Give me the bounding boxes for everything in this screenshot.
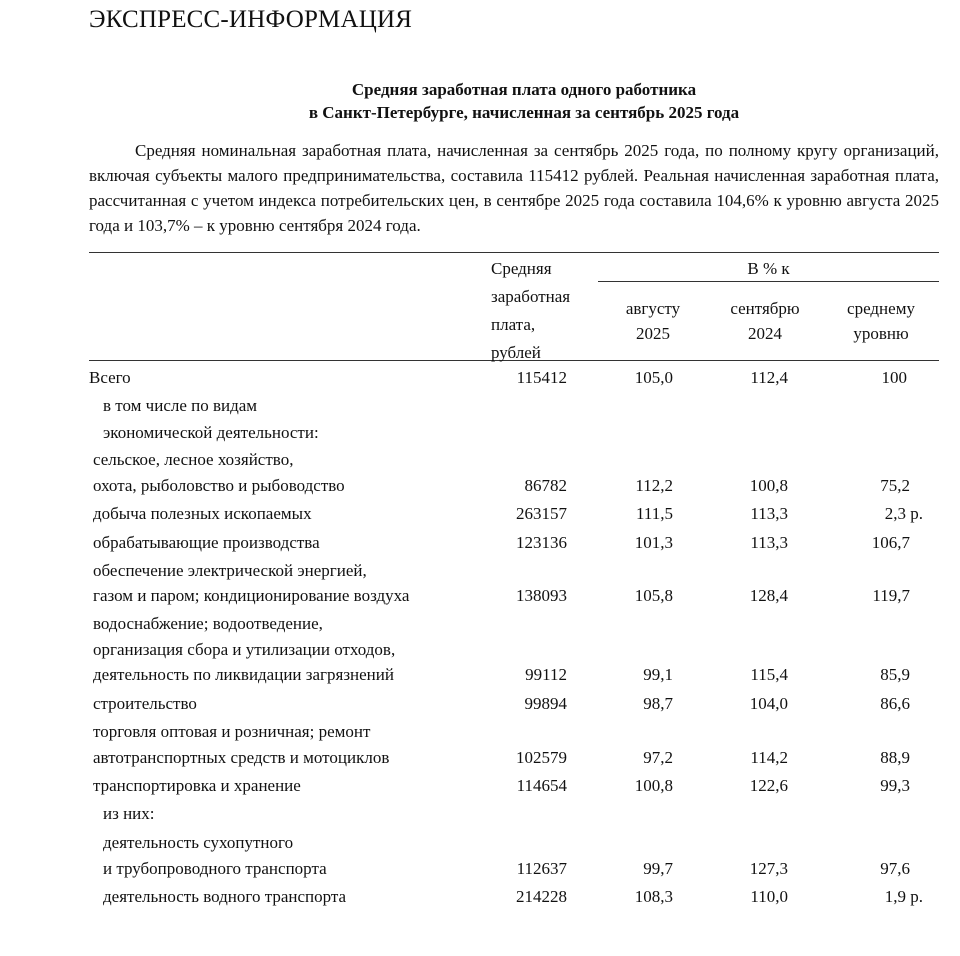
cell-avg: 97,6 xyxy=(880,859,910,878)
col-header-group: В % к xyxy=(747,259,790,278)
table-row-water-label-1 xyxy=(0,614,960,639)
cell-salary: 263157 xyxy=(516,504,567,523)
cell-aug: 98,7 xyxy=(643,694,673,713)
cell-salary: 102579 xyxy=(516,748,567,767)
table-row-subheading-2 xyxy=(0,423,960,448)
cell-aug: 99,7 xyxy=(643,859,673,878)
cell-avg: 100 xyxy=(881,368,907,387)
cell-sep: 122,6 xyxy=(749,776,788,795)
row-label: организация сбора и утилизации отходов, xyxy=(93,640,396,659)
row-label: и трубопроводного транспорта xyxy=(103,859,327,878)
cell-avg: 2,3 р. xyxy=(884,504,923,523)
intro-paragraph: Средняя номинальная заработная плата, начисленная за сентябрь 2025 года, по полному кругу организаций, включая субъекты малого предпринимательства, составила 115412 рублей. Реальная начисленная заработная плата, рассчитанная с учетом индекса потребительских цен, в сентябре 2025 года составила 104,6% к уровню августа 2025 года и 103,7% – к уровню сентября 2024 года. xyxy=(89,141,939,235)
cell-aug: 105,8 xyxy=(634,586,673,605)
cell-aug: 100,8 xyxy=(634,776,673,795)
row-label: сельское, лесное хозяйство, xyxy=(93,450,294,469)
cell-salary: 99112 xyxy=(525,665,567,684)
table-row-total xyxy=(0,368,960,393)
row-label: деятельность по ликвидации загрязнений xyxy=(93,665,394,684)
cell-sep: 114,2 xyxy=(750,748,788,767)
row-label: обеспечение электрической энергией, xyxy=(93,561,367,580)
cell-salary: 112637 xyxy=(516,859,567,878)
row-label: экономической деятельности: xyxy=(103,423,319,442)
table-row-construction xyxy=(0,694,960,719)
col-header-salary: Средняя заработная плата, рублей xyxy=(491,259,571,362)
table-row-land-transport xyxy=(0,859,960,884)
cell-avg: 86,6 xyxy=(880,694,910,713)
cell-sep: 104,0 xyxy=(749,694,788,713)
row-label: газом и паром; кондиционирование воздуха xyxy=(93,586,410,605)
row-label: Всего xyxy=(89,368,131,387)
row-label: строительство xyxy=(93,694,197,713)
cell-avg: 106,7 xyxy=(871,533,910,552)
row-label: торговля оптовая и розничная; ремонт xyxy=(93,722,371,741)
cell-salary: 123136 xyxy=(516,533,567,552)
doc-title-line2: в Санкт-Петербурге, начисленная за сентябрь 2025 года xyxy=(308,103,740,122)
table-row-of-which xyxy=(0,804,960,829)
table-row-agri-label xyxy=(0,450,960,475)
row-label: охота, рыболовство и рыбоводство xyxy=(93,476,345,495)
table-row-water xyxy=(0,665,960,690)
col-header-august: августу 2025 xyxy=(625,299,681,343)
group-header-rule xyxy=(598,281,939,282)
cell-salary: 86782 xyxy=(524,476,567,495)
cell-salary: 115412 xyxy=(516,368,567,387)
doc-title-line1: Средняя заработная плата одного работника xyxy=(351,80,697,99)
table-row-trade xyxy=(0,748,960,773)
table-top-rule xyxy=(89,252,939,253)
cell-avg: 88,9 xyxy=(880,748,910,767)
cell-sep: 100,8 xyxy=(749,476,788,495)
cell-avg: 99,3 xyxy=(880,776,910,795)
row-label: транспортировка и хранение xyxy=(93,776,301,795)
document-header: ЭКСПРЕСС-ИНФОРМАЦИЯ xyxy=(89,6,413,33)
cell-salary: 114654 xyxy=(516,776,567,795)
table-row-mining xyxy=(0,504,960,529)
cell-sep: 128,4 xyxy=(749,586,788,605)
cell-aug: 99,1 xyxy=(643,665,673,684)
cell-avg: 119,7 xyxy=(872,586,910,605)
row-label: обрабатывающие производства xyxy=(93,533,320,552)
cell-salary: 138093 xyxy=(516,586,567,605)
table-row-energy-label xyxy=(0,561,960,586)
cell-avg: 75,2 xyxy=(880,476,910,495)
cell-sep: 112,4 xyxy=(750,368,788,387)
cell-sep: 115,4 xyxy=(750,665,788,684)
cell-aug: 97,2 xyxy=(643,748,673,767)
table-row-subheading-1 xyxy=(0,396,960,421)
row-label: автотранспортных средств и мотоциклов xyxy=(93,748,390,767)
cell-sep: 113,3 xyxy=(750,504,788,523)
table-row-manufacturing xyxy=(0,533,960,558)
col-header-average: среднему уровню xyxy=(847,299,915,343)
cell-aug: 105,0 xyxy=(634,368,673,387)
row-label: в том числе по видам xyxy=(103,396,258,415)
cell-sep: 110,0 xyxy=(750,887,788,906)
table-row-trade-label xyxy=(0,722,960,747)
table-row-land-label xyxy=(0,833,960,858)
row-label: водоснабжение; водоотведение, xyxy=(93,614,323,633)
cell-sep: 113,3 xyxy=(750,533,788,552)
row-label: из них: xyxy=(103,804,155,823)
cell-aug: 112,2 xyxy=(635,476,673,495)
cell-aug: 108,3 xyxy=(634,887,673,906)
table-row-transport xyxy=(0,776,960,801)
row-label: добыча полезных ископаемых xyxy=(93,504,312,523)
row-label: деятельность водного транспорта xyxy=(103,887,347,906)
table-row-water-transport xyxy=(0,887,960,912)
row-label: деятельность сухопутного xyxy=(103,833,294,852)
col-header-september: сентябрю 2024 xyxy=(730,299,800,343)
cell-avg: 85,9 xyxy=(880,665,910,684)
table-row-energy xyxy=(0,586,960,611)
cell-salary: 214228 xyxy=(516,887,567,906)
cell-aug: 111,5 xyxy=(636,504,673,523)
cell-sep: 127,3 xyxy=(749,859,788,878)
table-row-agri xyxy=(0,476,960,501)
cell-salary: 99894 xyxy=(524,694,567,713)
cell-avg: 1,9 р. xyxy=(884,887,923,906)
cell-aug: 101,3 xyxy=(634,533,673,552)
table-row-water-label-2 xyxy=(0,640,960,665)
